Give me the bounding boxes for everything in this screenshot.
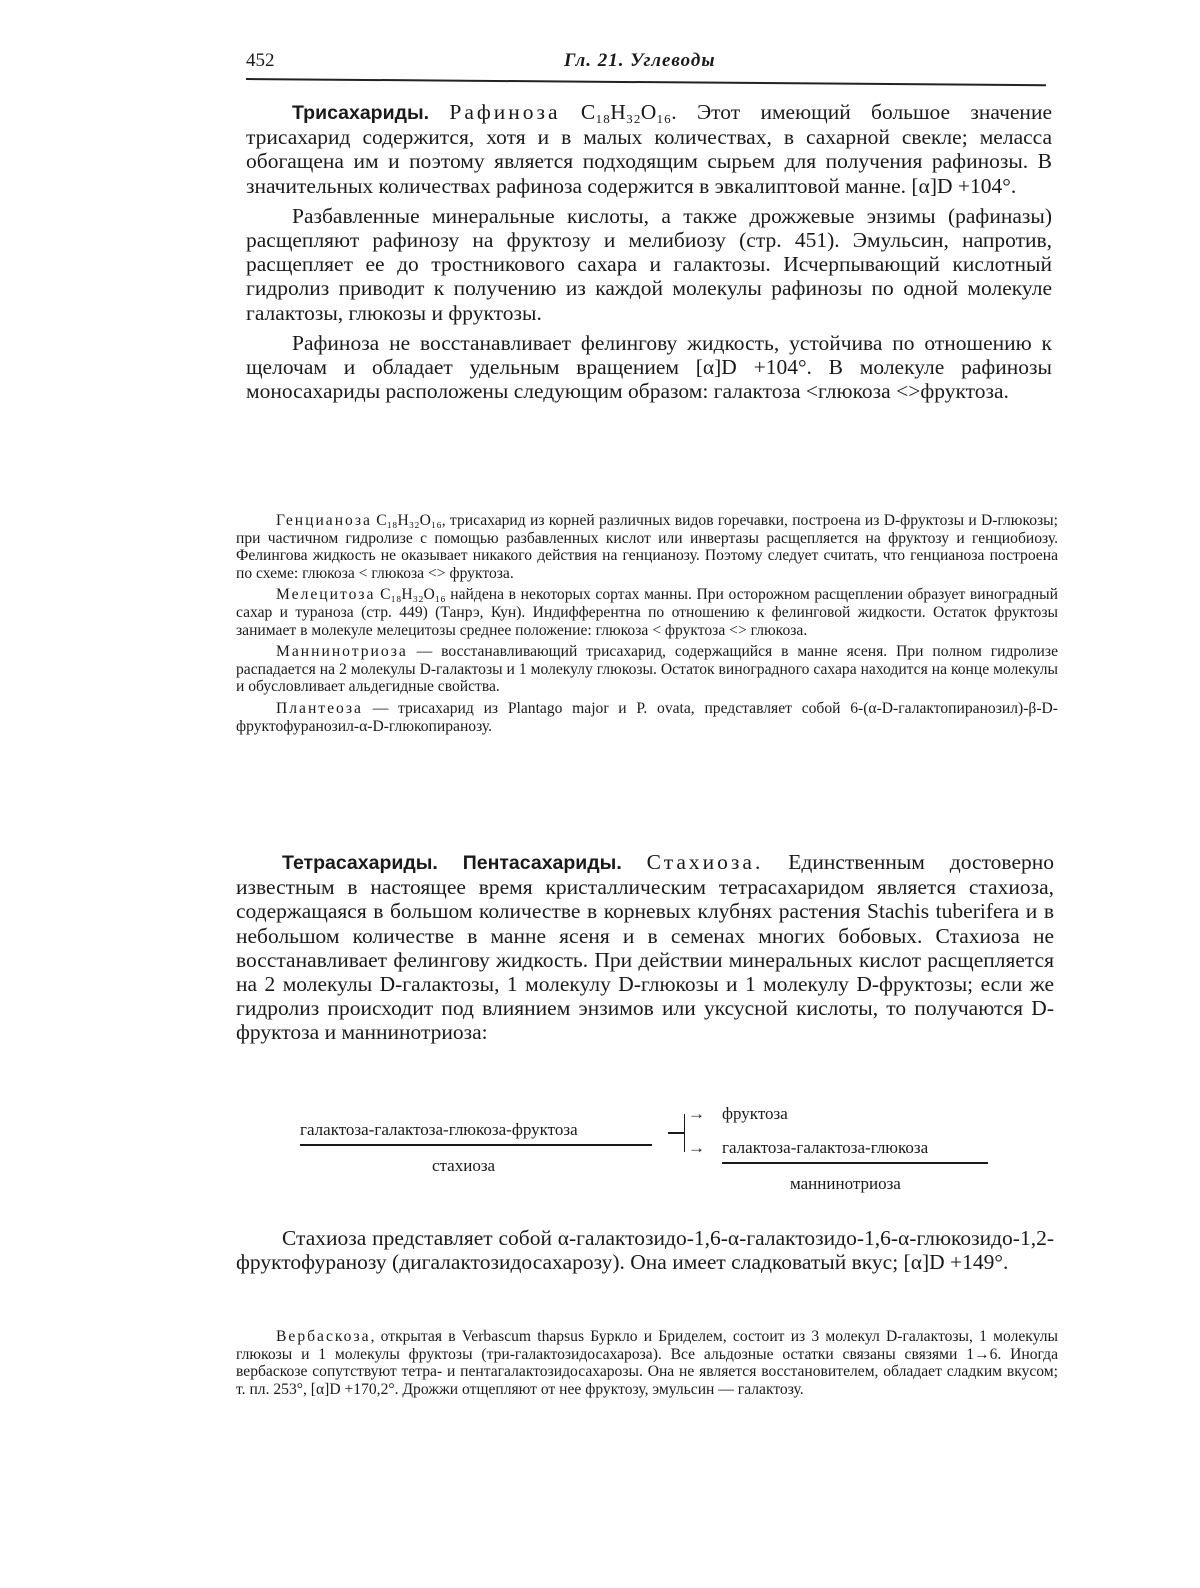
section-heading-tetrasaccharides: Тетрасахариды. Пентасахариды. <box>282 852 622 874</box>
header-rule <box>246 78 1046 86</box>
term-verbascose: Вербаскоза <box>276 1328 371 1345</box>
section-heading-trisaccharides: Трисахариды. <box>292 102 430 124</box>
trisaccharides-paragraph-1 <box>246 100 1052 198</box>
stachyose-paragraph: Стахиоза представляет собой α-галактозидо-1,6-α-галактозидо-1,6-α-глюкозидо-1,2-фруктофуранозу (дигалактозидосахарозу). Она имеет сладковатый вкус; [α]D +149°. <box>236 1226 1054 1275</box>
page-number: 452 <box>246 50 275 71</box>
term-manninotriose: Маннинотриоза <box>276 643 408 661</box>
small-paragraph-melezitose <box>236 586 1058 639</box>
small-paragraph-gentianose <box>236 512 1058 582</box>
trisaccharides-paragraph-2: Разбавленные минеральные кислоты, а также дрожжевые энзимы (рафиназы) расщепляют рафинозу на фруктозу и мелибиозу (стр. 451). Эмульсин, напротив, расщепляет ее до тростникового сахара и галактозы. Исчерпывающий кислотный гидролиз приводит к получению из каждой молекулы рафинозы по одной молекуле галактозы, глюкозы и фруктозы. <box>246 203 1052 325</box>
tetrasaccharides-paragraph-1 <box>236 850 1054 1045</box>
small-paragraph-manninotriose <box>236 643 1058 696</box>
small-print-verbascose <box>236 1328 1058 1398</box>
paragraph-text: Единственным достоверно известным в настоящее время кристаллическим тетрасахаридом является стахиоза, содержащаяся в большом количестве в корневых клубнях растения Stachis tuberifera и в небольшом количестве в манне ясеня и в семенах многих бобовых. Стахиоза не восстанавливает фелингову жидкость. При действии минеральных кислот расщепляется на 2 молекулы D-галактозы, 1 молекулу D-глюкозы и 1 молекулу D-фруктозы; если же гидролиз происходит под влиянием энзимов или уксусной кислоты, то получаются D-фруктоза и маннинотриоза: <box>236 850 1055 1045</box>
small-paragraph-planteose <box>236 700 1058 735</box>
scheme-stachyose-chain: галактоза-галактоза-глюкоза-фруктоза <box>300 1120 578 1139</box>
scheme-branch-bracket <box>684 1114 685 1152</box>
scheme-manninotriose-chain: галактоза-галактоза-глюкоза <box>722 1138 929 1157</box>
trisaccharides-paragraph-3: Рафиноза не восстанавливает фелингову жидкость, устойчива по отношению к щелочам и обладает удельным вращением [α]D +104°. В молекуле рафинозы моносахариды расположены следующим образом: галактоза <глюкоза <>фруктоза. <box>246 330 1052 404</box>
small-paragraph-text: C₁₈H₃₂O₁₆, трисахарид из корней различных видов горечавки, построена из D-фруктозы и D-глюкозы; при частичном гидролизе с помощью разбавленных кислот или инвертазы расщепляется на фруктозу и генциобиозу. Фелингова жидкость не оказывает никакого действия на генцианозу. Поэтому следует считать, что генцианоза построена по схеме: глюкоза < глюкоза <> фруктоза. <box>236 512 1058 582</box>
scheme-arrow-bottom: → <box>688 1138 705 1157</box>
stachyose-section <box>236 1226 1054 1274</box>
term-raffinose: Рафиноза <box>449 100 561 124</box>
scheme-connector <box>668 1132 684 1134</box>
term-stachyose: Стахиоза. <box>646 850 764 874</box>
scheme-underline-right <box>722 1162 988 1164</box>
small-paragraph-text: , открытая в Verbascum thapsus Бурклo и Бриделем, состоит из 3 молекул D-галактозы, 1 молекулы глюкозы и 1 молекулы фруктозы (три-галактозидосахароза). Все альдозные остатки связаны связями 1→6. Иногда вербаскозе сопутствуют тетра- и пентагалактозидосахарозы. Она не является восстановителем, обладает сладким вкусом; т. пл. 253°, [α]D +170,2°. Дрожжи отщепляют от нее фруктозу, эмульсин — галактозу. <box>236 1328 1058 1398</box>
term-planteose: Плантеоза <box>276 699 363 717</box>
small-paragraph-text: C₁₈H₃₂O₁₆ найдена в некоторых сортах манны. При осторожном расщеплении образует виноградный сахар и тураноза (стр. 449) (Танрэ, Кун). Индифферентна по отношению к фелинговой жидкости. Остаток фруктозы занимает в молекуле мелецитозы среднее положение: глюкоза < фруктоза <> глюкоза. <box>236 586 1058 639</box>
small-paragraph-verbascose <box>236 1328 1058 1398</box>
scheme-stachyose-label: стахиоза <box>432 1156 496 1175</box>
trisaccharides-section <box>246 100 1052 403</box>
running-title: Гл. 21. Углеводы <box>564 50 716 71</box>
term-melezitose: Мелецитоза <box>276 586 376 604</box>
page-header <box>246 44 1056 84</box>
term-gentianose: Генцианоза <box>276 512 372 529</box>
scheme-fructose-product: фруктоза <box>722 1104 788 1123</box>
hydrolysis-scheme <box>290 1104 1010 1200</box>
scheme-manninotriose-label: маннинотриоза <box>790 1174 901 1193</box>
small-paragraph-text: — трисахарид из Plantago major и P. ovata, представляет собой 6-(α-D-галактопиранозил)-β-D-фруктофуранозил-α-D-глюкопиранозу. <box>236 699 1058 735</box>
tetrasaccharides-section <box>236 850 1054 1045</box>
scheme-underline-left <box>300 1144 652 1146</box>
paragraph-text: C₁₈H₃₂O₁₆. Этот имеющий большое значение трисахарид содержится, хотя и в малых количествах, в сахарной свекле; меласса обогащена им и поэтому является подходящим сырьем для получения рафинозы. В значительных количествах рафиноза содержится в эвкалиптовой манне. [α]D +104°. <box>246 100 1052 198</box>
scheme-arrow-top: → <box>688 1104 705 1123</box>
small-paragraph-text: — восстанавливающий трисахарид, содержащийся в манне ясеня. При полном гидролизе распадается на 2 молекулы D-галактозы и 1 молекулу глюкозы. Остаток виноградного сахара находится на конце молекулы и обусловливает альдегидные свойства. <box>236 643 1058 696</box>
small-print-trisaccharides <box>236 512 1058 735</box>
